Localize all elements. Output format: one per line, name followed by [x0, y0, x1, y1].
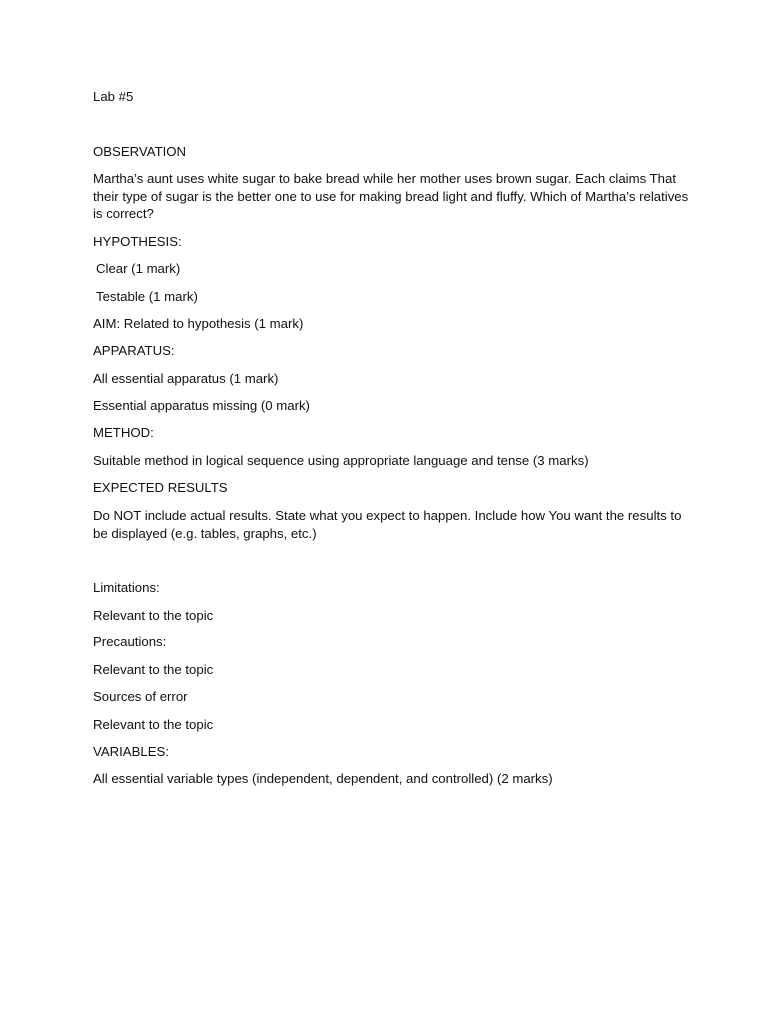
hypothesis-heading: HYPOTHESIS:	[93, 234, 182, 249]
lab-title: Lab #5	[93, 89, 134, 104]
precautions-heading: Precautions:	[93, 634, 167, 649]
sources-of-error-text: Relevant to the topic	[93, 717, 214, 732]
apparatus-all: All essential apparatus (1 mark)	[93, 371, 279, 386]
expected-results-text: Do NOT include actual results. State what you expect to happen. Include how You want the results to be displayed (e.g. tables, graphs, etc.)	[93, 508, 682, 541]
method-text: Suitable method in logical sequence using appropriate language and tense (3 marks)	[93, 453, 589, 468]
variables-heading: VARIABLES:	[93, 744, 169, 759]
apparatus-missing: Essential apparatus missing (0 mark)	[93, 398, 310, 413]
precautions-text: Relevant to the topic	[93, 662, 214, 677]
variables-text: All essential variable types (independent, dependent, and controlled) (2 marks)	[93, 771, 553, 786]
observation-heading: OBSERVATION	[93, 144, 187, 159]
method-heading: METHOD:	[93, 425, 154, 440]
expected-results-heading: EXPECTED RESULTS	[93, 480, 228, 495]
limitations-heading: Limitations:	[93, 580, 160, 595]
sources-of-error-heading: Sources of error	[93, 689, 188, 704]
limitations-text: Relevant to the topic	[93, 608, 214, 623]
aim-line: AIM: Related to hypothesis (1 mark)	[93, 316, 304, 331]
hypothesis-clear: Clear (1 mark)	[96, 261, 181, 276]
observation-text: Martha’s aunt uses white sugar to bake bread while her mother uses brown sugar. Each claims That their type of sugar is the better one to use for making bread light and fluffy. Which of Martha’s relatives is correct?	[93, 171, 689, 222]
hypothesis-testable: Testable (1 mark)	[96, 289, 198, 304]
apparatus-heading: APPARATUS:	[93, 343, 175, 358]
